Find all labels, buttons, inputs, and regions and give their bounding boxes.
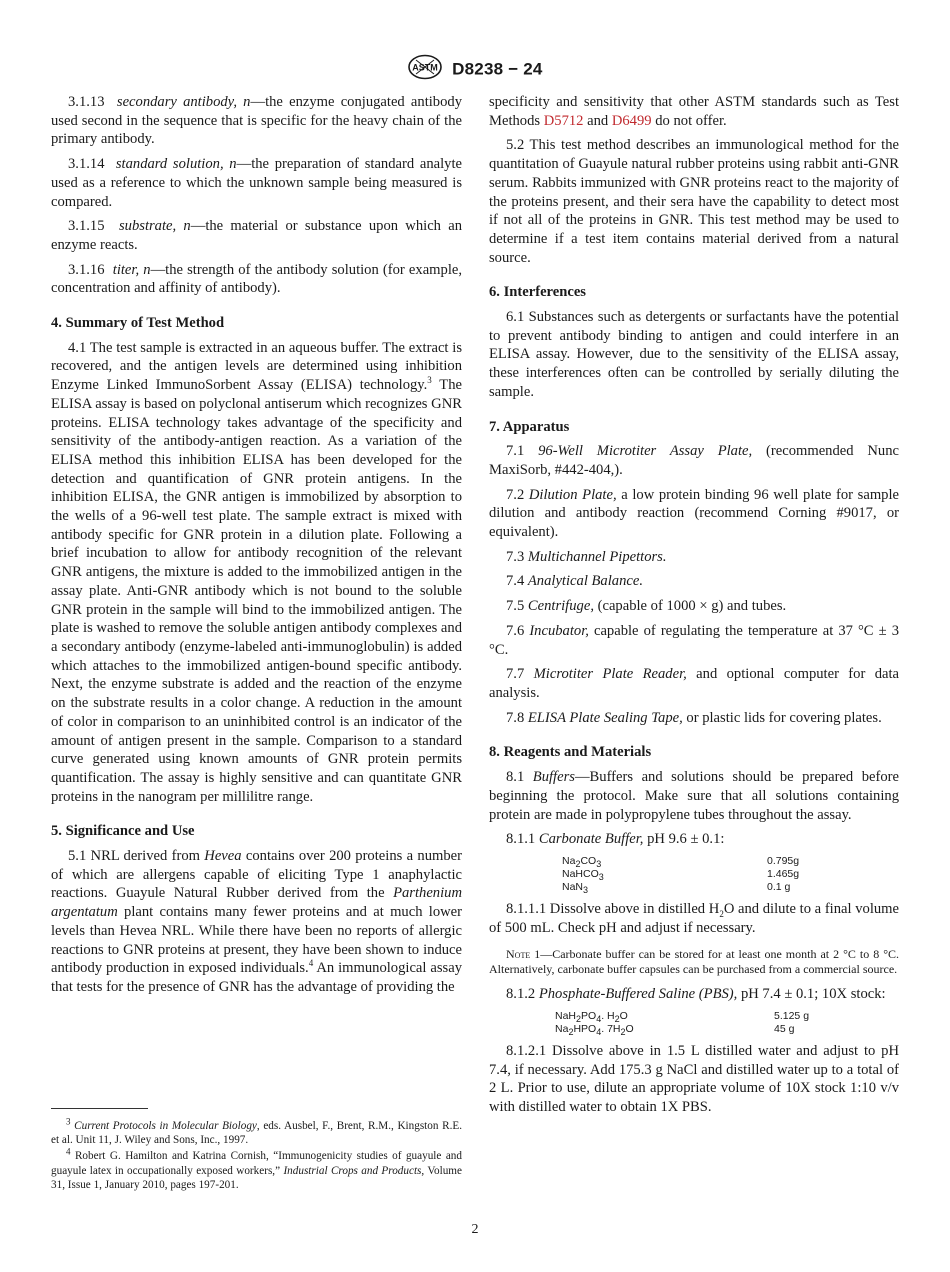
reagent-amount: 0.1 g	[767, 880, 791, 893]
reagent-row: NaHCO$_3$ 1.465g	[562, 867, 800, 882]
reagent-row: NaN$_3$ 0.1 g	[562, 880, 791, 895]
footnote-ref-3: 3	[427, 375, 432, 386]
paragraph-7-8: 7.8 ELISA Plate Sealing Tape, or plastic lids for covering plates.	[506, 709, 882, 726]
paragraph-8-1: 8.1 Buffers—Buffers and solutions should be prepared before beginning the protocol. Make sure that all solutions containing protein are made in polypropylene tubes throughout the assay.	[489, 769, 900, 823]
section-7-heading: 7. Apparatus	[489, 418, 570, 435]
section-5-heading: 5. Significance and Use	[51, 823, 195, 840]
definition-3-1-16: 3.1.16 titer, n—the strength of the antibody solution (for example, concentration and affinity of antibody).	[51, 261, 463, 297]
reagent-amount: 45 g	[774, 1023, 795, 1036]
paragraph-5-2: 5.2 This test method describes an immunological method for the quantitation of Guayule natural rubber proteins using rabbit anti-GNR serum. Rabbits immunized with GNR proteins react to the majority of the proteins present, and their sera have the capability to detect most if not all of the proteins in GNR. This test method may be used to determine if a test item contains material derived from a natural source.	[489, 137, 899, 266]
carbonate-buffer-table	[489, 855, 899, 894]
paragraph-7-2: 7.2 Dilution Plate, a low protein binding 96 well plate for sample dilution and antibody reaction (recommend Corning #9017, or equivalent).	[489, 486, 899, 541]
footnote-rule	[51, 1108, 148, 1109]
reagent-amount: 1.465g	[767, 867, 800, 880]
left-column	[51, 93, 462, 1003]
reagent-row: $Na_2HPO_4$. $7H_2O$ 45 g	[555, 1023, 795, 1038]
reagent-amount: 5.125 g	[774, 1010, 810, 1023]
paragraph-5-1-continued: specificity and sensitivity that other ASTM standards such as Test Methods D5712 and D6499 do not offer.	[489, 94, 899, 129]
note-1: Note 1—Carbonate buffer can be stored for at least one month at 2 °C to 8 °C. Alternatively, carbonate buffer capsules can be purchased from a commercial source.	[489, 947, 900, 977]
paragraph-7-7: 7.7 Microtiter Plate Reader, and optional computer for data analysis.	[489, 666, 900, 701]
astm-logo-icon	[407, 54, 443, 85]
paragraph-8-1-1: 8.1.1 Carbonate Buffer, pH 9.6 ± 0.1:	[506, 831, 725, 848]
reagent-row: $NaH_2PO_4$. $H_2O$ 5.125 g	[555, 1010, 810, 1025]
document-designation: D8238 − 24	[452, 59, 543, 79]
svg-text:ASTM: ASTM	[412, 62, 439, 73]
paragraph-7-5: 7.5 Centrifuge, (capable of 1000 × g) and tubes.	[506, 598, 787, 615]
paragraph-7-6: 7.6 Incubator, capable of regulating the temperature at 37 °C ± 3 °C.	[489, 622, 899, 658]
link-d6499[interactable]: D6499	[611, 112, 652, 129]
footnote-ref-4: 4	[308, 958, 314, 969]
reagent-row: $Na_2CO_3$ 0.795g	[562, 854, 800, 869]
definition-3-1-14: 3.1.14 standard solution, n—the preparation of standard analyte used as a reference to which the unknown sample being measured is compared.	[51, 156, 462, 210]
section-8-heading: 8. Reagents and Materials	[489, 744, 652, 761]
paragraph-8-1-1-1: 8.1.1.1 Dissolve above in distilled $H_2O$ and dilute to a final volume of 500 mL. Check pH and adjust if necessary.	[489, 900, 899, 936]
section-6-heading: 6. Interferences	[489, 284, 586, 301]
definition-3-1-13: 3.1.13 secondary antibody, n—the enzyme conjugated antibody used second in the sequence that is specific for the heavy chain of the primary antibody.	[51, 94, 462, 148]
paragraph-6-1: 6.1 Substances such as detergents or surfactants have the potential to prevent antibody binding to antigen and could interfere in an ELISA assay. However, due to the sensitivity of the ELISA assay, these interferences often can be controlled by serially diluting the sample.	[489, 309, 899, 400]
paragraph-7-4: 7.4 Analytical Balance.	[506, 573, 643, 590]
footnote-3: $^3$ Current Protocols in Molecular Biology, eds. Ausbel, F., Brent, R.M., Kingston R.E. et al. Unit 11, J. Wiley and Sons, Inc., 1997.	[51, 1116, 462, 1147]
footnote-4: $^4$ Robert G. Hamilton and Katrina Cornish, “Immunogenicity studies of guayule and guayule latex in occupationally exposed workers,” Industrial Crops and Products, Volume 31, Issue 1, January 2010, pages 197-201.	[51, 1146, 462, 1191]
paragraph-5-1: 5.1 NRL derived from Hevea contains over 200 proteins a number of which are allergens capable of eliciting Type 1 anaphylactic reactions. Guayule Natural Rubber derived from the Parthenium argentatum plant contains many fewer proteins and at much lower levels than Hevea NRL. While there have been no reports of allergic reactions to GNR proteins at present, they have been shown to induce antibody production in exposed individuals.$^4$ An immunological assay that tests for the presence of GNR has the advantage of providing the	[51, 848, 462, 995]
footnotes	[51, 1108, 462, 1194]
page-header	[0, 54, 950, 85]
paragraph-7-3: 7.3 Multichannel Pipettors.	[506, 548, 667, 565]
paragraph-8-1-2-1: 8.1.2.1 Dissolve above in 1.5 L distilled water and adjust to pH 7.4, if necessary. Add 175.3 g NaCl and distilled water up to a total of 2 L. Prior to use, dilute an appropriate volume of 10X stock 1:10 v/v with distilled water to obtain 1X PBS.	[489, 1043, 899, 1116]
paragraph-4-1: 4.1 The test sample is extracted in an aqueous buffer. The extract is recovered, and the antigen levels are determined using inhibition Enzyme Linked ImmunoSorbent Assay (ELISA) technology.$^3$ The ELISA assay is based on polyclonal antiserum which recognizes GNR proteins. ELISA technology takes advantage of the specificity and sensitivity of the antibody-antigen reaction. As a variation of the ELISA method this inhibition ELISA has been developed for the detection and quantification of GNR protein antigens. In the inhibition ELISA, the GNR antigen is immobilized by absorption to the wells of a 96-well test plate. The sample extract is mixed with antibody specific for GNR protein in a dilution plate. Following a brief incubation to allow for antibody recognition of the relevant GNR antigens, the mixture is added to the immobilized antigen in the assay plate. Anti-GNR antibody which is not bound to the soluble GNR protein in the sample will bind to the immobilized antigen. The plate is washed to remove the soluble antigen antibody complexes and a secondary antibody (enzyme-labeled anti-immunoglobulin) is added which attaches to the immobilized antigen-bound specific antibody. Next, the enzyme substrate is added and the reaction of the enzyme on the substrate results in a color change. A reduction in the amount of color in comparison to an uninhibited control is an indicator of the amount of antigen present in the sample. Comparison to a standard curve generated using known amounts of GNR protein permits quantification. The assay is highly sensitive and can quantitate GNR proteins in the nanogram per millilitre range.	[51, 339, 462, 805]
right-column	[489, 93, 899, 1123]
page-number: 2	[471, 1222, 479, 1237]
paragraph-7-1: 7.1 96-Well Microtiter Assay Plate, (recommended Nunc MaxiSorb, #442-404,).	[489, 443, 899, 478]
reagent-amount: 0.795g	[767, 854, 800, 867]
definition-3-1-15: 3.1.15 substrate, n—the material or substance upon which an enzyme reacts.	[51, 218, 463, 253]
pbs-table	[489, 1010, 899, 1036]
link-d5712[interactable]: D5712	[543, 112, 584, 129]
section-4-heading: 4. Summary of Test Method	[51, 315, 225, 332]
paragraph-8-1-2: 8.1.2 Phosphate-Buffered Saline (PBS), pH 7.4 ± 0.1; 10X stock:	[506, 986, 886, 1003]
